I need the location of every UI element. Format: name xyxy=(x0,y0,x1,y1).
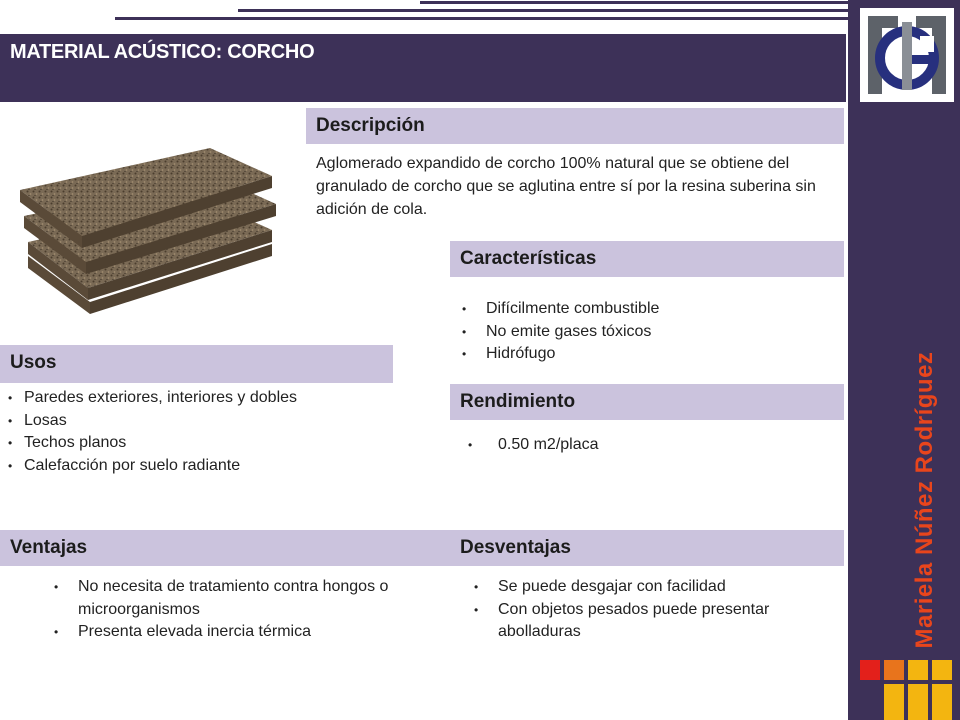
accent-square xyxy=(908,684,928,720)
ventajas-heading-label: Ventajas xyxy=(10,537,88,558)
top-divider-line xyxy=(238,9,848,12)
accent-square xyxy=(860,660,880,680)
top-divider-line xyxy=(420,1,848,4)
descripcion-heading-label: Descripción xyxy=(316,115,425,136)
usos-list xyxy=(6,387,336,477)
rendimiento-heading-label: Rendimiento xyxy=(460,391,576,412)
list-item: • Con objetos pesados puede presentar abolladuras xyxy=(470,599,810,644)
list-item: • 0.50 m2/placa xyxy=(460,434,840,457)
caracteristicas-heading-label: Características xyxy=(460,248,597,269)
page-title: MATERIAL ACÚSTICO: CORCHO xyxy=(10,41,315,63)
accent-square xyxy=(908,660,928,680)
ventajas-desventajas-heading-bar xyxy=(0,530,844,566)
list-item: • Hidrófugo xyxy=(458,343,838,366)
list-item: • Se puede desgajar con facilidad xyxy=(470,576,810,599)
caracteristicas-heading xyxy=(450,241,844,277)
accent-square xyxy=(932,684,952,720)
list-item: • Losas xyxy=(6,410,336,433)
rendimiento-list xyxy=(460,434,840,457)
usos-heading xyxy=(0,345,393,383)
accent-square xyxy=(884,684,904,720)
list-item: • Difícilmente combustible xyxy=(458,298,838,321)
author-name: Mariela Núñez Rodríguez xyxy=(911,351,938,649)
accent-square xyxy=(932,660,952,680)
institution-logo-icon xyxy=(860,8,954,102)
cork-panels-image xyxy=(14,118,294,333)
caracteristicas-list xyxy=(458,298,838,366)
list-item: • No necesita de tratamiento contra hongos o microorganismos xyxy=(50,576,410,621)
usos-heading-label: Usos xyxy=(10,352,57,373)
desventajas-list xyxy=(470,576,810,644)
list-item: • Paredes exteriores, interiores y dobles xyxy=(6,387,336,410)
right-side-band xyxy=(848,0,960,720)
list-item: • Techos planos xyxy=(6,432,336,455)
descripcion-heading xyxy=(306,108,844,144)
rendimiento-heading xyxy=(450,384,844,420)
ventajas-list xyxy=(50,576,410,644)
list-item: • Presenta elevada inercia térmica xyxy=(50,621,410,644)
descripcion-text: Aglomerado expandido de corcho 100% natural que se obtiene del granulado de corcho que se aglutina entre sí por la resina suberina sin adición de cola. xyxy=(316,155,816,218)
top-divider-line xyxy=(115,17,848,20)
desventajas-heading-label: Desventajas xyxy=(460,537,571,558)
list-item: • Calefacción por suelo radiante xyxy=(6,455,336,478)
list-item: • No emite gases tóxicos xyxy=(458,321,838,344)
accent-square xyxy=(884,660,904,680)
